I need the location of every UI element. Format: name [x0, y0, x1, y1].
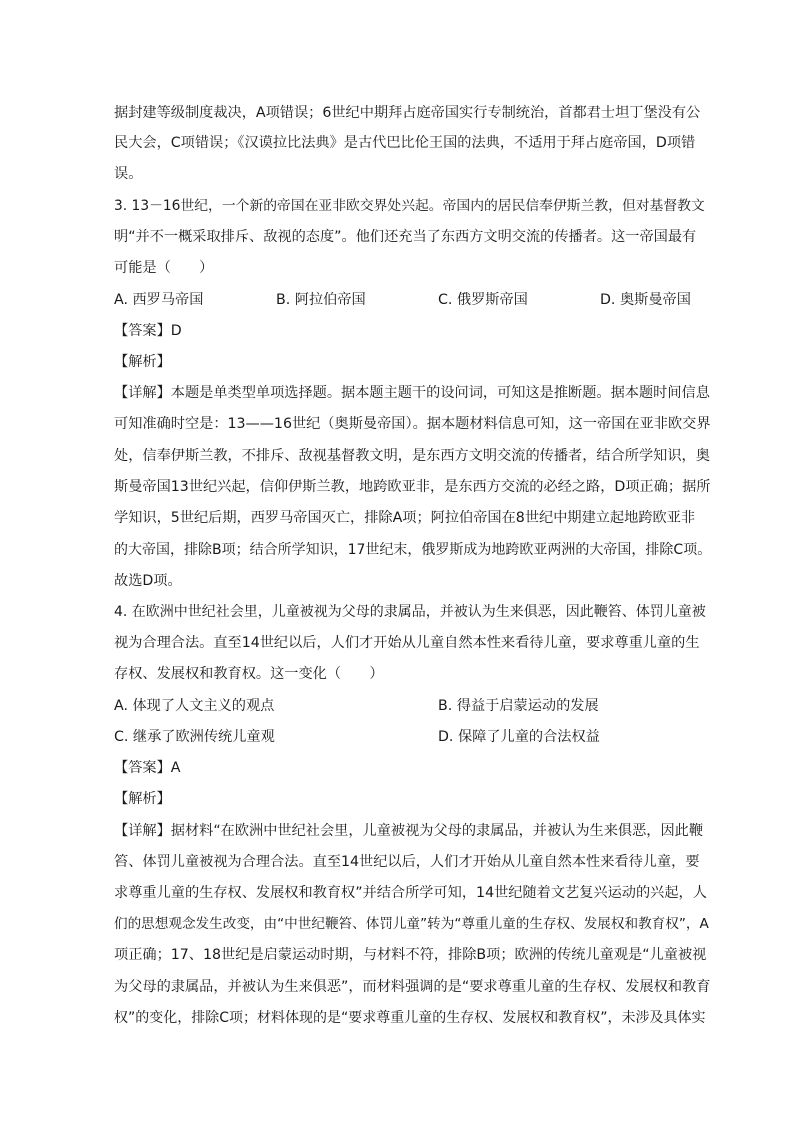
explanation-line: 【详解】本题是单类型单项选择题。据本题主题干的设问词，可知这是推断题。据本题时间信息	[114, 385, 710, 401]
q4-option-c: C. 继承了欧洲传统儿童观	[114, 729, 275, 745]
explanation-line: 【详解】据材料“在欧洲中世纪社会里，儿童被视为父母的隶属品，并被认为生来俱恶，因此鞭	[114, 823, 704, 839]
q3-option-b: B. 阿拉伯帝国	[276, 292, 366, 308]
explanation-line: 学知识，5世纪后期，西罗马帝国灭亡，排除A项；阿拉伯帝国在8世纪中期建立起地跨欧亚非	[114, 510, 696, 526]
answer-label: 【答案】A	[114, 760, 181, 776]
explanation-line: 笞、体罚儿童被视为合理合法。直至14世纪以后，人们才开始从儿童自然本性来看待儿童，要	[114, 854, 700, 870]
explanation-line: 为父母的隶属品，并被认为生来俱恶”，而材料强调的是“要求尊重儿童的生存权、发展权和教育	[114, 979, 711, 995]
text-line: 民大会，C项错误；《汉谟拉比法典》是古代巴比伦王国的法典，不适用于拜占庭帝国，D项错	[114, 135, 696, 151]
q3-option-a: A. 西罗马帝国	[114, 292, 204, 308]
answer-label: 【答案】D	[114, 323, 182, 339]
explanation-line: 故选D项。	[114, 573, 182, 589]
q4-option-b: B. 得益于启蒙运动的发展	[438, 698, 599, 714]
question-4-stem: 视为合理合法。直至14世纪以后，人们才开始从儿童自然本性来看待儿童，要求尊重儿童的生	[114, 635, 700, 651]
question-4-stem: 4. 在欧洲中世纪社会里，儿童被视为父母的隶属品，并被认为生来俱恶，因此鞭笞、体罚儿童被	[114, 604, 706, 620]
explanation-line: 们的思想观念发生改变，由“中世纪鞭笞、体罚儿童”转为“尊重儿童的生存权、发展权和教育权”，A	[114, 916, 709, 932]
analysis-label: 【解析】	[114, 354, 171, 370]
analysis-label: 【解析】	[114, 791, 171, 807]
text-line: 据封建等级制度裁决，A项错误；6世纪中期拜占庭帝国实行专制统治，首都君士坦丁堡没有公	[114, 105, 701, 121]
question-4-stem: 存权、发展权和教育权。这一变化（ ）	[114, 666, 384, 682]
explanation-line: 权”的变化，排除C项；材料体现的是“要求尊重儿童的生存权、发展权和教育权”，未涉及具体实	[114, 1010, 706, 1026]
explanation-line: 的大帝国，排除B项；结合所学知识，17世纪末，俄罗斯成为地跨欧亚两洲的大帝国，排除C项。	[114, 542, 712, 558]
explanation-line: 处，信奉伊斯兰教，不排斥、敌视基督教文明，是东西方文明交流的传播者，结合所学知识，奥	[114, 448, 710, 464]
question-3-stem: 可能是（ ）	[114, 260, 214, 276]
explanation-line: 项正确；17、18世纪是启蒙运动时期，与材料不符，排除B项；欧洲的传统儿童观是“儿童被视	[114, 947, 707, 963]
q3-option-d: D. 奥斯曼帝国	[600, 292, 691, 308]
text-line: 误。	[114, 166, 143, 182]
q4-option-d: D. 保障了儿童的合法权益	[438, 729, 600, 745]
q4-option-a: A. 体现了人文主义的观点	[114, 698, 275, 714]
q3-option-c: C. 俄罗斯帝国	[438, 292, 528, 308]
explanation-line: 斯曼帝国13世纪兴起，信仰伊斯兰教，地跨欧亚非，是东西方交流的必经之路，D项正确；据所	[114, 479, 711, 495]
question-3-stem: 3. 13－16世纪，一个新的帝国在亚非欧交界处兴起。帝国内的居民信奉伊斯兰教，但对基督教文	[114, 198, 705, 214]
explanation-line: 求尊重儿童的生存权、发展权和教育权”并结合所学可知，14世纪随着文艺复兴运动的兴起，人	[114, 885, 707, 901]
explanation-line: 可知准确时空是：13——16世纪（奥斯曼帝国）。据本题材料信息可知，这一帝国在亚非欧交界	[114, 416, 711, 432]
question-3-stem: 明“并不一概采取排斥、敌视的态度”。他们还充当了东西方文明交流的传播者。这一帝国最有	[114, 229, 697, 245]
